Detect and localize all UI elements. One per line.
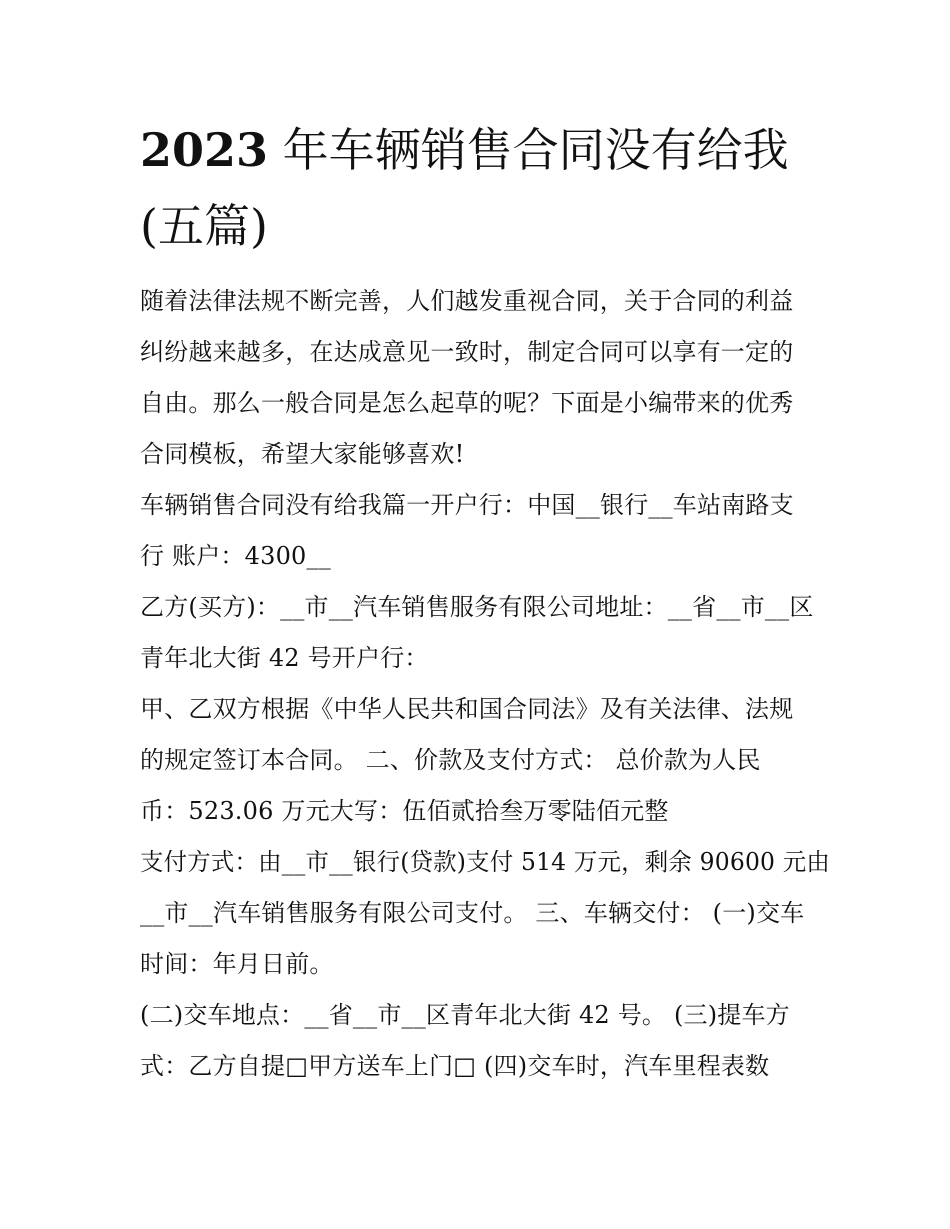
body-line: 甲、乙双方根据《中华人民共和国合同法》及有关法律、法规 [140,695,794,723]
body-line: __市__汽车销售服务有限公司支付。 三、车辆交付： (一)交车 [140,899,805,927]
document-body [140,276,830,1092]
body-line: 币：523.06 万元大写：伍佰贰拾叁万零陆佰元整 [140,797,669,825]
body-line: 乙方(买方)：__市__汽车销售服务有限公司地址：__省__市__区 [140,593,814,621]
body-line: 青年北大街 42 号开户行： [140,644,429,672]
body-line: 式：乙方自提□甲方送车上门□ (四)交车时，汽车里程表数 [140,1052,770,1080]
body-line: 纠纷越来越多，在达成意见一致时，制定合同可以享有一定的 [140,338,794,366]
document-title [140,112,830,264]
body-line: 自由。那么一般合同是怎么起草的呢？下面是小编带来的优秀 [140,389,794,417]
body-line: 的规定签订本合同。 二、价款及支付方式： 总价款为人民 [140,746,761,774]
body-line: 合同模板，希望大家能够喜欢! [140,440,465,468]
body-line: 随着法律法规不断完善，人们越发重视合同，关于合同的利益 [140,287,794,315]
body-line: 时间：年月日前。 [140,950,334,978]
body-line: (二)交车地点：__省__市__区青年北大街 42 号。 (三)提车方 [140,1001,790,1029]
body-line: 支付方式：由__市__银行(贷款)支付 514 万元，剩余 90600 元由 [140,848,831,876]
title-line-1 [140,112,830,188]
title-year: 2023 [140,123,269,177]
title-text: (五篇) [140,199,268,253]
title-line-2 [140,188,830,264]
title-text: 年车辆销售合同没有给我 [268,123,789,177]
body-line: 行 账户：4300__ [140,542,331,570]
body-line: 车辆销售合同没有给我篇一开户行：中国__银行__车站南路支 [140,491,794,519]
